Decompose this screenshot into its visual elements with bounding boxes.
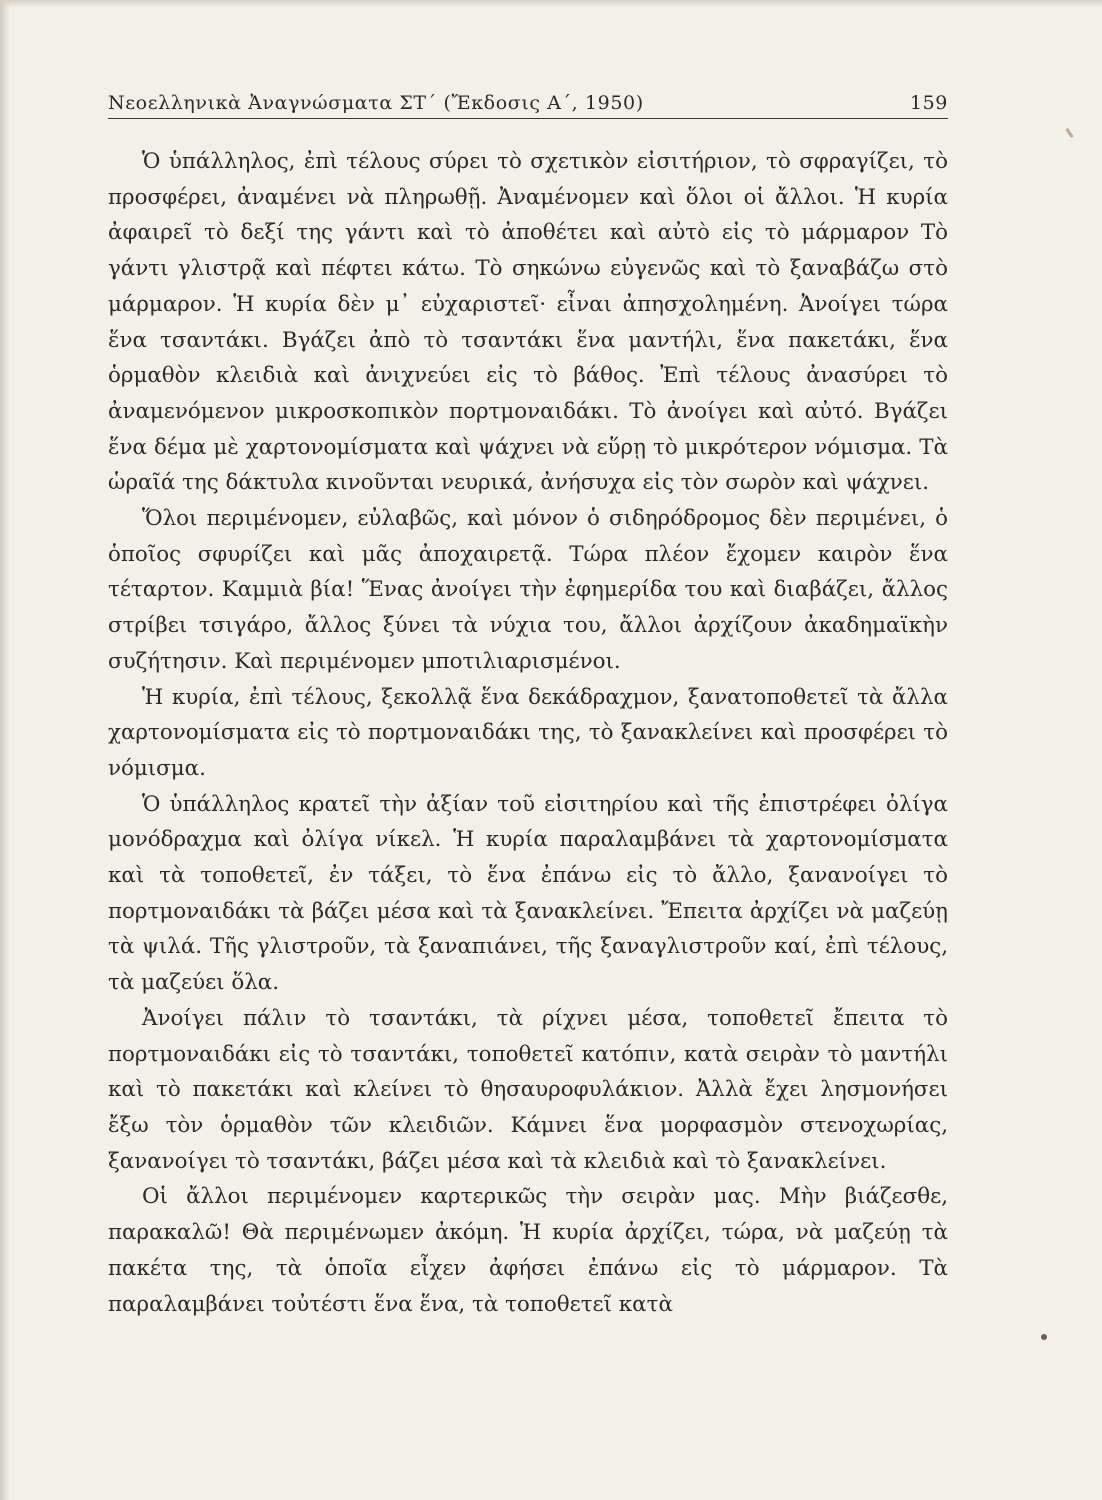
ink-mark <box>1065 128 1073 138</box>
paragraph: Ὅλοι περιμένομεν, εὐλαβῶς, καὶ μόνον ὁ σιδηρόδρομος δὲν περιμένει, ὁ ὁποῖος σφυρίζει καὶ μᾶς ἀποχαιρετᾷ. Τώρα πλέον ἔχομεν καιρὸν ἕνα τέταρτον. Καμμιὰ βία! Ἕνας ἀνοίγει τὴν ἐφημερίδα του καὶ διαβάζει, ἄλλος στρίβει τσιγάρο, ἄλλος ξύνει τὰ νύχια του, ἄλλοι ἀρχίζουν ἀκαδημαϊκὴν συζήτησιν. Καὶ περιμένομεν μποτιλιαρισμένοι. <box>108 506 948 674</box>
paragraph: Ὁ ὑπάλληλος κρατεῖ τὴν ἀξίαν τοῦ εἰσιτηρίου καὶ τῆς ἐπιστρέφει ὀλίγα μονόδραχμα καὶ ὀλίγα νίκελ. Ἡ κυρία παραλαμβάνει τὰ χαρτονομίσματα καὶ τὰ τοποθετεῖ, ἐν τάξει, τὸ ἕνα ἐπάνω εἰς τὸ ἄλλο, ξανανοίγει τὸ πορτμοναιδάκι τὰ βάζει μέσα καὶ τὰ ξανακλείνει. Ἔπειτα ἀρχίζει νὰ μαζεύῃ τὰ ψιλά. Τῆς γλιστροῦν, τὰ ξαναπιάνει, τῆς ξαναγλιστροῦν καί, ἐπὶ τέλους, τὰ μαζεύει ὅλα. <box>108 791 948 996</box>
page-text <box>108 144 948 1322</box>
paragraph: Οἱ ἄλλοι περιμένομεν καρτερικῶς τὴν σειρὰν μας. Μὴν βιάζεσθε, παρακαλῶ! Θὰ περιμένωμεν ἀκόμη. Ἡ κυρία ἀρχίζει, τώρα, νὰ μαζεύῃ τὰ πακέτα της, τὰ ὁποῖα εἶχεν ἀφήσει ἐπάνω εἰς τὸ μάρμαρον. Τὰ παραλαμβάνει τοὐτέστι ἕνα ἕνα, τὰ τοποθετεῖ κατὰ <box>108 1184 948 1317</box>
page-number: 159 <box>909 92 948 114</box>
page-edge-shadow <box>0 0 10 1500</box>
book-title: Νεοελληνικὰ Ἀναγνώσματα ΣΤ΄ (Ἔκδοσις Α΄, 1950) <box>108 92 644 114</box>
running-header <box>108 88 948 119</box>
paragraph: Ἀνοίγει πάλιν τὸ τσαντάκι, τὰ ρίχνει μέσα, τοποθετεῖ ἔπειτα τὸ πορτμοναιδάκι εἰς τὸ τσαντάκι, τοποθετεῖ κατόπιν, κατὰ σειρὰν τὸ μαντήλι καὶ τὸ πακετάκι καὶ κλείνει τὸ θησαυροφυλάκιον. Ἀλλὰ ἔχει λησμονήσει ἔξω τὸν ὁρμαθὸν τῶν κλειδιῶν. Κάμνει ἕνα μορφασμὸν στενοχωρίας, ξανανοίγει τὸ τσαντάκι, βάζει μέσα καὶ τὰ κλειδιὰ καὶ τὸ ξανακλείνει. <box>108 1005 948 1174</box>
ink-spot <box>1041 1334 1047 1340</box>
paragraph: Ὁ ὑπάλληλος, ἐπὶ τέλους σύρει τὸ σχετικὸν εἰσιτήριον, τὸ σφραγίζει, τὸ προσφέρει, ἀναμένει νὰ πληρωθῇ. Ἀναμένομεν καὶ ὅλοι οἱ ἄλλοι. Ἡ κυρία ἀφαιρεῖ τὸ δεξί της γάντι καὶ τὸ ἀποθέτει καὶ αὐτὸ εἰς τὸ μάρμαρον Τὸ γάντι γλιστρᾷ καὶ πέφτει κάτω. Τὸ σηκώνω εὐγενῶς καὶ τὸ ξαναβάζω στὸ μάρμαρον. Ἡ κυρία δὲν μ᾿ εὐχαριστεῖ· εἶναι ἀπησχολημένη. Ἀνοίγει τώρα ἕνα τσαντάκι. Βγάζει ἀπὸ τὸ τσαντάκι ἕνα μαντήλι, ἕνα πακετάκι, ἕνα ὁρμαθὸν κλειδιὰ καὶ ἀνιχνεύει εἰς τὸ βάθος. Ἐπὶ τέλους ἀνασύρει τὸ ἀναμενόμενον μικροσκοπικὸν πορτμοναιδάκι. Τὸ ἀνοίγει καὶ αὐτό. Βγάζει ἕνα δέμα μὲ χαρτονομίσματα καὶ ψάχνει νὰ εὕρῃ τὸ μικρότερον νόμισμα. Τὰ ὡραῖά της δάκτυλα κινοῦνται νευρικά, ἀνήσυχα εἰς τὸν σωρὸν καὶ ψάχνει. <box>108 149 948 496</box>
page-top-shadow <box>0 0 1102 8</box>
paragraph: Ἡ κυρία, ἐπὶ τέλους, ξεκολλᾷ ἕνα δεκάδραχμον, ξανατοποθετεῖ τὰ ἄλλα χαρτονομίσματα εἰς τὸ πορτμοναιδάκι της, τὸ ξανακλείνει καὶ προσφέρει τὸ νόμισμα. <box>108 684 948 781</box>
